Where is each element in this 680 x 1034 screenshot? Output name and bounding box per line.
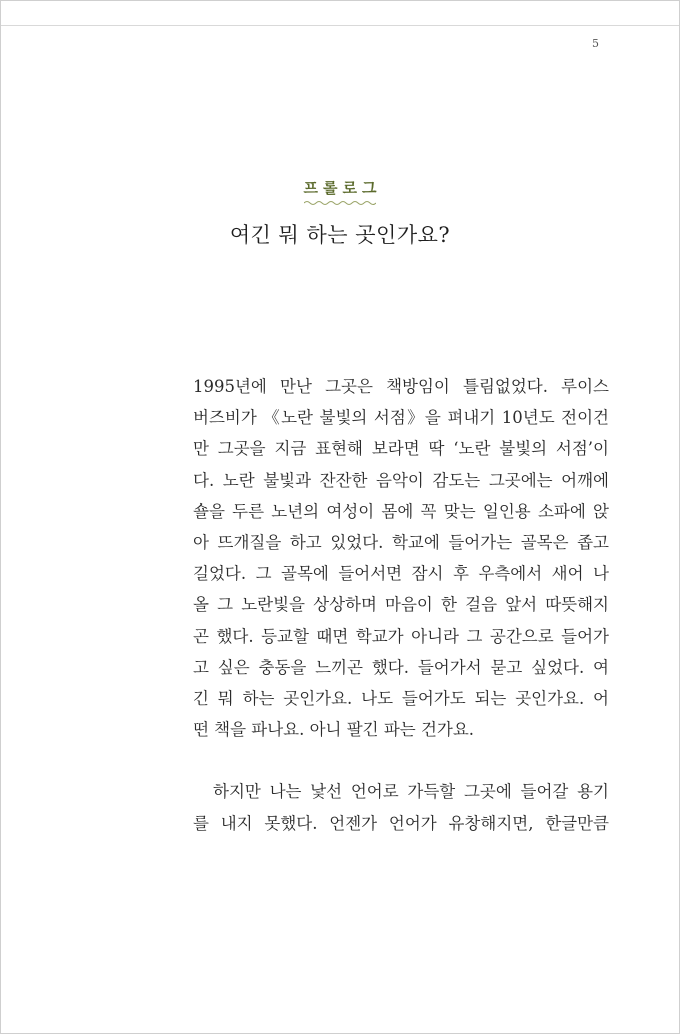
kicker-label: 프롤로그 [303,179,382,197]
page-number: 5 [592,37,599,50]
text-line: 를 내지 못했다. 언젠가 언어가 유창해지면, 한글만큼 [193,813,609,833]
text-line: 긴 뭐 하는 곳인가요. 나도 들어가도 되는 곳인가요. 어 [193,688,609,708]
text-line: 하지만 나는 낯선 언어로 가득할 그곳에 들어갈 용기 [193,782,609,802]
wavy-underline [304,200,376,206]
text-line: 고 싶은 충동을 느끼곤 했다. 들어가서 묻고 싶었다. 여 [193,657,609,677]
top-rule [1,25,679,26]
chapter-title: 여긴 뭐 하는 곳인가요? [229,223,451,247]
text-line: 길었다. 그 골목에 들어서면 잠시 후 우측에서 새어 나 [193,564,609,584]
text-line: 아 뜨개질을 하고 있었다. 학교에 들어가는 골목은 좁고 [193,532,609,552]
body-text [193,371,609,839]
paragraph-2 [193,776,609,838]
paragraph-gap [193,745,609,776]
paragraph-1 [193,371,609,745]
text-line: 숄을 두른 노년의 여성이 몸에 꼭 맞는 일인용 소파에 앉 [193,501,609,521]
text-line: 만 그곳을 지금 표현해 보라면 딱 ‘노란 불빛의 서점’이 [193,439,609,459]
text-line: 1995년에 만난 그곳은 책방임이 틀림없었다. 루이스 [193,377,609,396]
text-line: 올 그 노란빛을 상상하며 마음이 한 걸음 앞서 따뜻해지 [193,595,609,615]
text-line: 버즈비가 《노란 불빛의 서점》을 펴내기 10년도 전이건 [193,408,609,428]
text-line: 다. 노란 불빛과 잔잔한 음악이 감도는 그곳에는 어깨에 [193,470,609,490]
text-line: 곤 했다. 등교할 때면 학교가 아니라 그 공간으로 들어가 [193,626,609,646]
text-line: 떤 책을 파나요. 아니 팔긴 파는 건가요. [193,720,475,740]
section-kicker [1,177,679,206]
